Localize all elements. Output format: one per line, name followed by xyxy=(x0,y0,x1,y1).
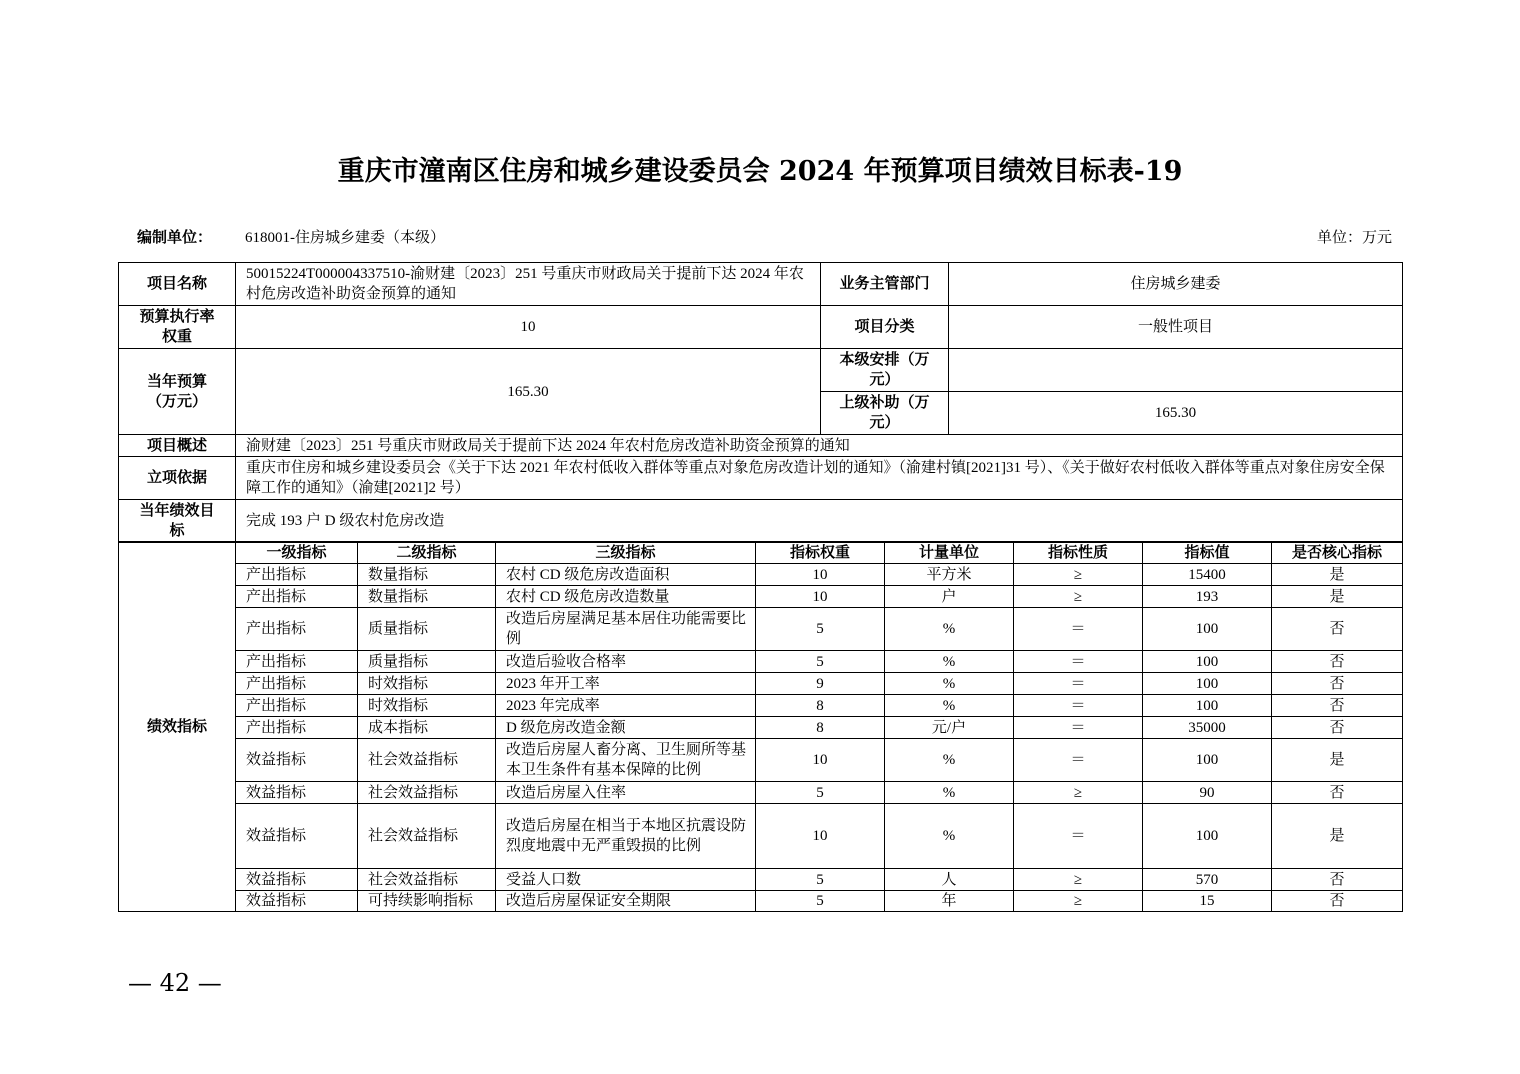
header-level2: 二级指标 xyxy=(358,542,496,564)
basis-row xyxy=(119,457,1403,500)
indicator-value-cell: 90 xyxy=(1143,782,1272,804)
level2-indicator-cell: 社会效益指标 xyxy=(358,804,496,869)
indicator-row xyxy=(119,717,1403,739)
budget-row xyxy=(119,349,1403,392)
indicator-weight-cell: 10 xyxy=(756,804,885,869)
indicator-weight-cell: 5 xyxy=(756,608,885,651)
measure-unit-cell: % xyxy=(885,782,1014,804)
core-indicator-cell: 否 xyxy=(1272,608,1403,651)
weight-value: 10 xyxy=(236,306,821,349)
indicator-row xyxy=(119,891,1403,912)
measure-unit-cell: % xyxy=(885,804,1014,869)
indicator-row xyxy=(119,608,1403,651)
measure-unit-cell: 元/户 xyxy=(885,717,1014,739)
project-name-row xyxy=(119,263,1403,306)
level2-indicator-cell: 数量指标 xyxy=(358,564,496,586)
core-indicator-cell: 否 xyxy=(1272,717,1403,739)
measure-unit-cell: 户 xyxy=(885,586,1014,608)
indicator-value-cell: 100 xyxy=(1143,739,1272,782)
indicator-weight-cell: 8 xyxy=(756,695,885,717)
indicator-value-cell: 570 xyxy=(1143,869,1272,891)
indicator-weight-cell: 5 xyxy=(756,782,885,804)
overview-value: 渝财建〔2023〕251 号重庆市财政局关于提前下达 2024 年农村危房改造补助资金预算的通知 xyxy=(236,435,1403,457)
measure-unit-cell: % xyxy=(885,608,1014,651)
budget-value: 165.30 xyxy=(236,349,821,435)
indicator-value-cell: 100 xyxy=(1143,804,1272,869)
measure-unit-cell: 年 xyxy=(885,891,1014,912)
indicator-nature-cell: ≥ xyxy=(1014,564,1143,586)
level2-indicator-cell: 质量指标 xyxy=(358,651,496,673)
page-title: 重庆市潼南区住房和城乡建设委员会 2024 年预算项目绩效目标表-19 xyxy=(337,156,1183,187)
unit-label: 单位：万元 xyxy=(1316,230,1392,246)
level3-indicator-cell: 改造后房屋保证安全期限 xyxy=(496,891,756,912)
core-indicator-cell: 否 xyxy=(1272,782,1403,804)
level3-indicator-cell: 2023 年开工率 xyxy=(496,673,756,695)
indicator-value-cell: 100 xyxy=(1143,651,1272,673)
indicator-row xyxy=(119,782,1403,804)
local-funds-label: 本级安排（万元） xyxy=(821,349,949,392)
level3-indicator-cell: 改造后房屋满足基本居住功能需要比例 xyxy=(496,608,756,651)
basis-label: 立项依据 xyxy=(119,457,236,500)
indicator-weight-cell: 5 xyxy=(756,651,885,673)
dept-value: 住房城乡建委 xyxy=(949,263,1403,306)
level3-indicator-cell: 2023 年完成率 xyxy=(496,695,756,717)
subsidy-value: 165.30 xyxy=(949,392,1403,435)
level1-indicator-cell: 产出指标 xyxy=(236,564,358,586)
measure-unit-cell: % xyxy=(885,651,1014,673)
level1-indicator-cell: 效益指标 xyxy=(236,782,358,804)
core-indicator-cell: 是 xyxy=(1272,564,1403,586)
project-name-value: 50015224T000004337510-渝财建〔2023〕251 号重庆市财政局关于提前下达 2024 年农村危房改造补助资金预算的通知 xyxy=(236,263,821,306)
indicator-nature-cell: ＝ xyxy=(1014,804,1143,869)
header-level1: 一级指标 xyxy=(236,542,358,564)
level1-indicator-cell: 产出指标 xyxy=(236,673,358,695)
indicator-nature-cell: ≥ xyxy=(1014,586,1143,608)
overview-row xyxy=(119,435,1403,457)
level2-indicator-cell: 社会效益指标 xyxy=(358,782,496,804)
core-indicator-cell: 是 xyxy=(1272,586,1403,608)
indicator-nature-cell: ＝ xyxy=(1014,695,1143,717)
core-indicator-cell: 是 xyxy=(1272,739,1403,782)
level2-indicator-cell: 社会效益指标 xyxy=(358,869,496,891)
level2-indicator-cell: 数量指标 xyxy=(358,586,496,608)
indicator-row xyxy=(119,869,1403,891)
level1-indicator-cell: 产出指标 xyxy=(236,651,358,673)
goal-value: 完成 193 户 D 级农村危房改造 xyxy=(236,500,1403,543)
indicator-value-cell: 100 xyxy=(1143,695,1272,717)
level3-indicator-cell: D 级危房改造金额 xyxy=(496,717,756,739)
indicator-nature-cell: ＝ xyxy=(1014,673,1143,695)
basis-value: 重庆市住房和城乡建设委员会《关于下达 2021 年农村低收入群体等重点对象危房改造计划的通知》（渝建村镇[2021]31 号）、《关于做好农村低收入群体等重点对象住房安全保障工作的通知》（渝建[2021]2 号） xyxy=(236,457,1403,500)
level2-indicator-cell: 社会效益指标 xyxy=(358,739,496,782)
indicator-nature-cell: ≥ xyxy=(1014,869,1143,891)
indicator-value-cell: 100 xyxy=(1143,673,1272,695)
core-indicator-cell: 是 xyxy=(1272,804,1403,869)
subsidy-label: 上级补助（万元） xyxy=(821,392,949,435)
level3-indicator-cell: 改造后验收合格率 xyxy=(496,651,756,673)
dept-label: 业务主管部门 xyxy=(821,263,949,306)
indicator-value-cell: 15400 xyxy=(1143,564,1272,586)
org-label: 编制单位： xyxy=(137,229,213,246)
header-level3: 三级指标 xyxy=(496,542,756,564)
level3-indicator-cell: 农村 CD 级危房改造面积 xyxy=(496,564,756,586)
goal-label: 当年绩效目标 xyxy=(119,500,236,543)
measure-unit-cell: 平方米 xyxy=(885,564,1014,586)
indicator-weight-cell: 5 xyxy=(756,891,885,912)
level3-indicator-cell: 改造后房屋在相当于本地区抗震设防烈度地震中无严重毁损的比例 xyxy=(496,804,756,869)
indicator-row xyxy=(119,586,1403,608)
indicator-nature-cell: ≥ xyxy=(1014,782,1143,804)
weight-label: 预算执行率权重 xyxy=(119,306,236,349)
core-indicator-cell: 否 xyxy=(1272,869,1403,891)
level1-indicator-cell: 产出指标 xyxy=(236,717,358,739)
indicator-row xyxy=(119,564,1403,586)
header-weight: 指标权重 xyxy=(756,542,885,564)
header-unit: 计量单位 xyxy=(885,542,1014,564)
indicator-weight-cell: 10 xyxy=(756,586,885,608)
level2-indicator-cell: 时效指标 xyxy=(358,695,496,717)
overview-label: 项目概述 xyxy=(119,435,236,457)
level1-indicator-cell: 效益指标 xyxy=(236,891,358,912)
header-nature: 指标性质 xyxy=(1014,542,1143,564)
indicator-nature-cell: ＝ xyxy=(1014,717,1143,739)
measure-unit-cell: % xyxy=(885,673,1014,695)
level2-indicator-cell: 可持续影响指标 xyxy=(358,891,496,912)
local-funds-value xyxy=(949,349,1403,392)
goal-row xyxy=(119,500,1403,543)
indicator-value-cell: 15 xyxy=(1143,891,1272,912)
level1-indicator-cell: 产出指标 xyxy=(236,586,358,608)
level1-indicator-cell: 产出指标 xyxy=(236,695,358,717)
level2-indicator-cell: 时效指标 xyxy=(358,673,496,695)
measure-unit-cell: % xyxy=(885,695,1014,717)
indicator-weight-cell: 10 xyxy=(756,564,885,586)
indicator-row xyxy=(119,739,1403,782)
project-name-label: 项目名称 xyxy=(119,263,236,306)
indicator-nature-cell: ≥ xyxy=(1014,891,1143,912)
weight-row xyxy=(119,306,1403,349)
indicator-weight-cell: 8 xyxy=(756,717,885,739)
indicator-nature-cell: ＝ xyxy=(1014,651,1143,673)
indicator-nature-cell: ＝ xyxy=(1014,739,1143,782)
level3-indicator-cell: 农村 CD 级危房改造数量 xyxy=(496,586,756,608)
level3-indicator-cell: 受益人口数 xyxy=(496,869,756,891)
core-indicator-cell: 否 xyxy=(1272,891,1403,912)
header-value: 指标值 xyxy=(1143,542,1272,564)
level2-indicator-cell: 质量指标 xyxy=(358,608,496,651)
org-value: 618001-住房城乡建委（本级） xyxy=(245,230,445,246)
indicator-row xyxy=(119,651,1403,673)
indicators-label: 绩效指标 xyxy=(119,542,236,912)
indicator-value-cell: 100 xyxy=(1143,608,1272,651)
indicator-weight-cell: 5 xyxy=(756,869,885,891)
indicators-header-row xyxy=(119,542,1403,564)
measure-unit-cell: % xyxy=(885,739,1014,782)
header-core: 是否核心指标 xyxy=(1272,542,1403,564)
level2-indicator-cell: 成本指标 xyxy=(358,717,496,739)
indicator-value-cell: 35000 xyxy=(1143,717,1272,739)
indicator-nature-cell: ＝ xyxy=(1014,608,1143,651)
core-indicator-cell: 否 xyxy=(1272,651,1403,673)
indicator-row xyxy=(119,673,1403,695)
core-indicator-cell: 否 xyxy=(1272,695,1403,717)
project-info-table xyxy=(118,262,1403,543)
indicator-value-cell: 193 xyxy=(1143,586,1272,608)
budget-label: 当年预算（万元） xyxy=(119,349,236,435)
indicator-row xyxy=(119,695,1403,717)
level1-indicator-cell: 效益指标 xyxy=(236,869,358,891)
level1-indicator-cell: 产出指标 xyxy=(236,608,358,651)
indicator-row xyxy=(119,804,1403,869)
category-label: 项目分类 xyxy=(821,306,949,349)
indicator-weight-cell: 9 xyxy=(756,673,885,695)
level3-indicator-cell: 改造后房屋人畜分离、卫生厕所等基本卫生条件有基本保障的比例 xyxy=(496,739,756,782)
level1-indicator-cell: 效益指标 xyxy=(236,739,358,782)
page-number: — 42 — xyxy=(128,969,222,997)
measure-unit-cell: 人 xyxy=(885,869,1014,891)
indicator-weight-cell: 10 xyxy=(756,739,885,782)
core-indicator-cell: 否 xyxy=(1272,673,1403,695)
level1-indicator-cell: 效益指标 xyxy=(236,804,358,869)
category-value: 一般性项目 xyxy=(949,306,1403,349)
indicators-table xyxy=(118,541,1403,912)
level3-indicator-cell: 改造后房屋入住率 xyxy=(496,782,756,804)
